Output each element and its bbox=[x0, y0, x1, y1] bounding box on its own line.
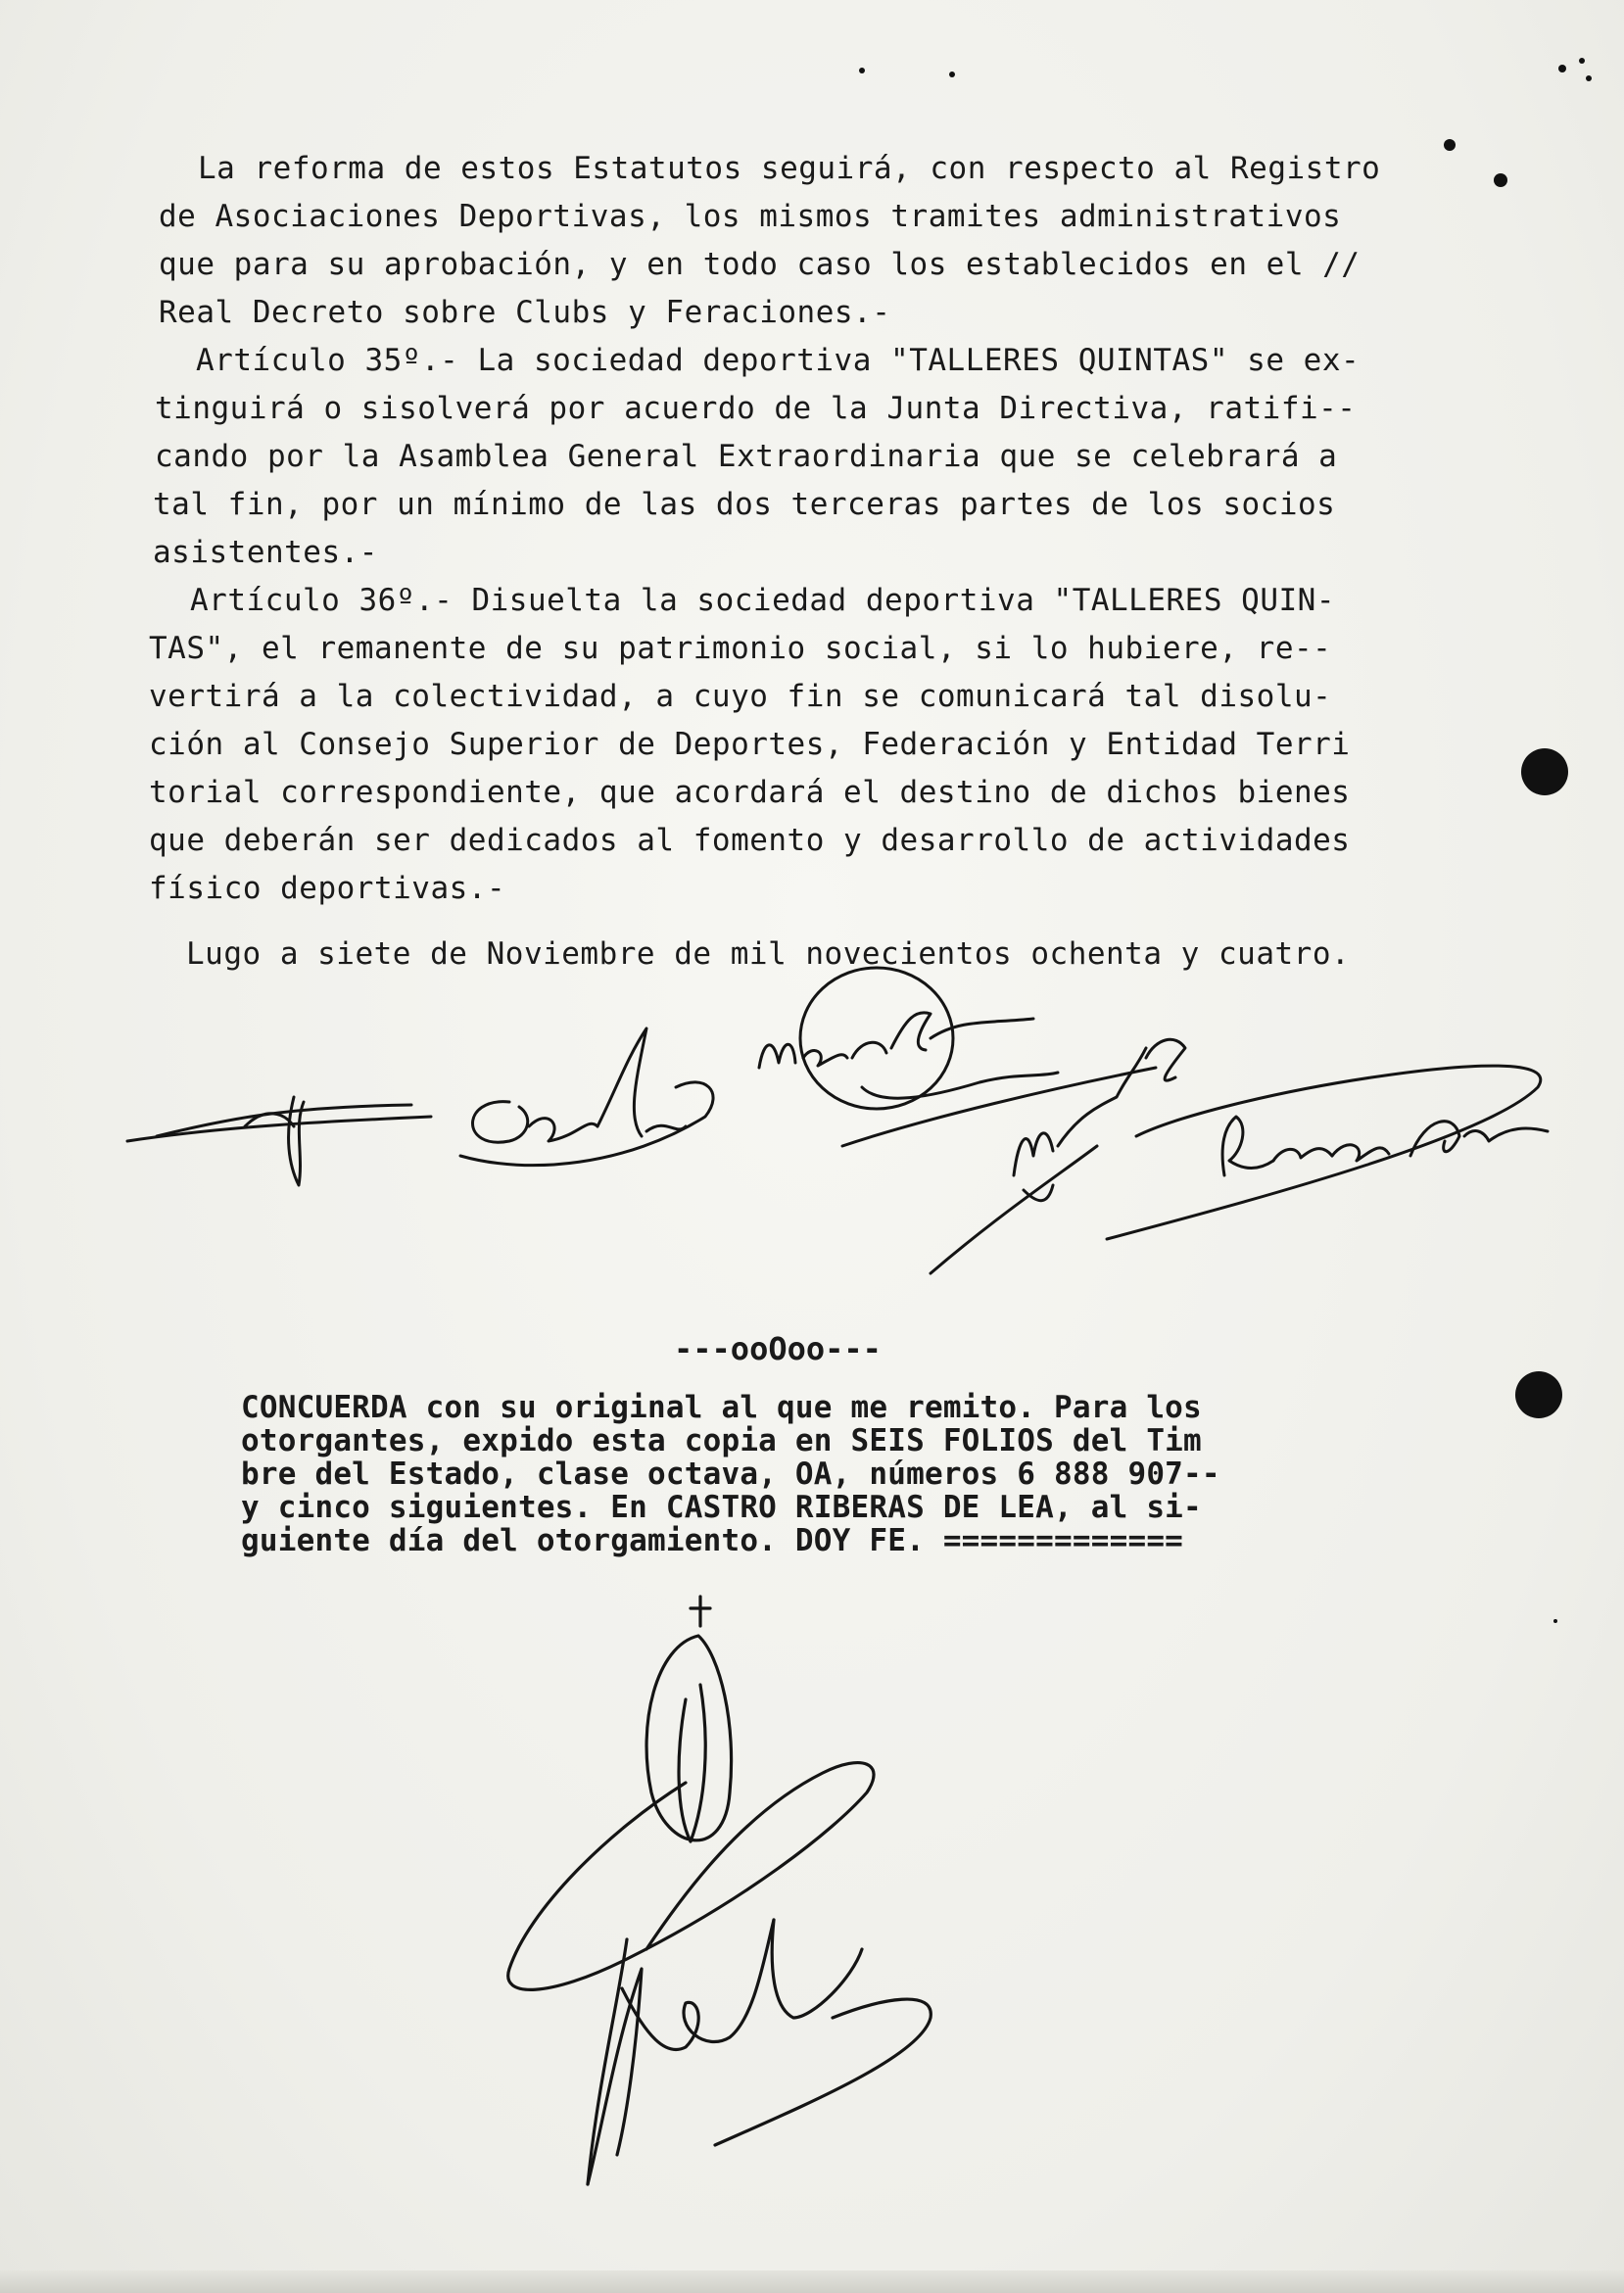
text-line: que deberán ser dedicados al fomento y desarrollo de actividades bbox=[149, 823, 1351, 858]
bottom-edge bbox=[0, 2270, 1624, 2293]
text-line: ción al Consejo Superior de Deportes, Federación y Entidad Terri bbox=[149, 727, 1351, 762]
text-line: guiente día del otorgamiento. DOY FE. ============= bbox=[241, 1523, 1184, 1558]
section-divider: ---ooOoo--- bbox=[674, 1330, 882, 1367]
text-line: asistentes.- bbox=[153, 535, 378, 570]
text-line: otorgantes, expido esta copia en SEIS FOLIOS del Tim bbox=[241, 1423, 1202, 1458]
text-line: tinguirá o sisolverá por acuerdo de la Junta Directiva, ratifi-- bbox=[155, 391, 1357, 426]
text-line: tal fin, por un mínimo de las dos terceras partes de los socios bbox=[153, 487, 1336, 522]
text-line: cando por la Asamblea General Extraordinaria que se celebrará a bbox=[155, 439, 1338, 474]
text-line: vertirá a la colectividad, a cuyo fin se comunicará tal disolu- bbox=[149, 679, 1332, 714]
text-line: torial correspondiente, que acordará el destino de dichos bienes bbox=[149, 775, 1351, 810]
text-line: físico deportivas.- bbox=[149, 871, 506, 906]
text-line: que para su aprobación, y en todo caso los establecidos en el // bbox=[159, 247, 1361, 282]
text-line: La reforma de estos Estatutos seguirá, con respecto al Registro bbox=[198, 151, 1381, 186]
text-line: de Asociaciones Deportivas, los mismos tramites administrativos bbox=[159, 199, 1342, 234]
text-line: CONCUERDA con su original al que me remito. Para los bbox=[241, 1390, 1202, 1425]
closing-line: Lugo a siete de Noviembre de mil novecientos ochenta y cuatro. bbox=[186, 936, 1351, 972]
text-line: y cinco siguientes. En CASTRO RIBERAS DE LEA, al si- bbox=[241, 1490, 1202, 1525]
text-line: Real Decreto sobre Clubs y Feraciones.- bbox=[159, 295, 891, 330]
text-line: TAS", el remanente de su patrimonio social, si lo hubiere, re-- bbox=[149, 631, 1332, 666]
text-line: Artículo 36º.- Disuelta la sociedad deportiva "TALLERES QUIN- bbox=[190, 583, 1335, 618]
text-line: bre del Estado, clase octava, OA, números 6 888 907-- bbox=[241, 1457, 1220, 1492]
text-line: Artículo 35º.- La sociedad deportiva "TALLERES QUINTAS" se ex- bbox=[196, 343, 1361, 378]
